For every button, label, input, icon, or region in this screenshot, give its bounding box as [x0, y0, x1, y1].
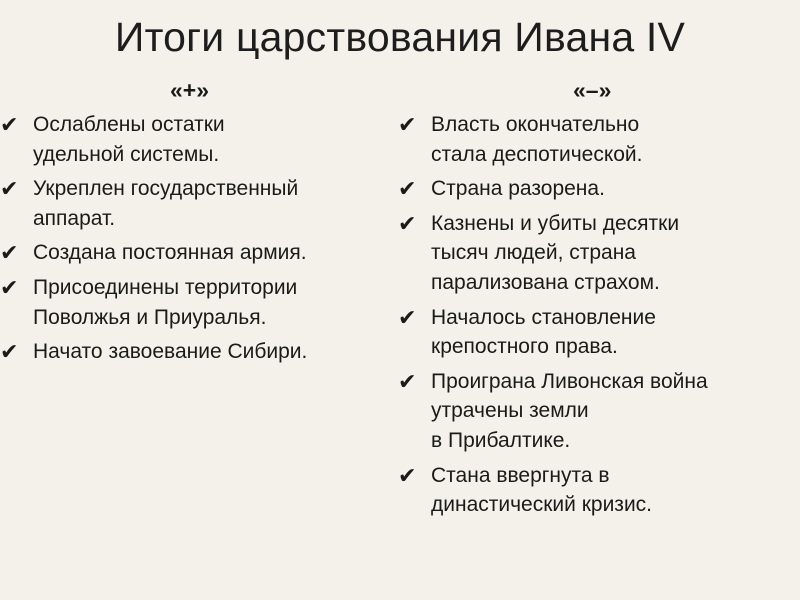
- checkmark-icon: ✔: [0, 112, 19, 137]
- list-item: ✔ Казнены и убиты десятки тысяч людей, страна парализована страхом.: [398, 210, 680, 294]
- checkmark-icon: ✔: [398, 304, 417, 330]
- list-item: ✔ Страна разорена.: [398, 176, 605, 202]
- cons-list: [398, 110, 798, 520]
- pros-column: [0, 76, 395, 372]
- list-item: ✔ Укреплен государственный аппарат.: [0, 176, 299, 230]
- checkmark-icon: ✔: [0, 240, 19, 266]
- checkmark-icon: ✔: [398, 368, 417, 394]
- cons-column: [398, 76, 798, 525]
- list-item: ✔ Проиграна Ливонская война утрачены земли в Прибалтике.: [398, 368, 708, 452]
- checkmark-icon: ✔: [0, 176, 19, 202]
- list-item: ✔ Создана постоянная армия.: [0, 240, 307, 266]
- checkmark-icon: ✔: [398, 112, 417, 137]
- list-item: ✔ Власть окончательно стала деспотической.: [398, 112, 643, 166]
- list-item: ✔ Началось становление крепостного права.: [398, 304, 656, 359]
- checkmark-icon: ✔: [0, 274, 19, 300]
- checkmark-icon: ✔: [398, 210, 417, 236]
- list-item: ✔ Стана ввергнута в династический кризис.: [398, 462, 653, 517]
- pros-header: «+»: [170, 77, 210, 103]
- checkmark-icon: ✔: [0, 339, 19, 365]
- list-item: ✔ Начато завоевание Сибири.: [0, 339, 308, 365]
- slide-title: Итоги царствования Ивана IV: [114, 14, 686, 60]
- checkmark-icon: ✔: [398, 176, 417, 202]
- cons-header: «–»: [573, 77, 612, 103]
- checkmark-icon: ✔: [398, 462, 417, 488]
- pros-list: [0, 110, 395, 367]
- list-item: ✔ Ослаблены остатки удельной системы.: [0, 112, 225, 166]
- list-item: ✔ Присоединены территории Поволжья и Приуралья.: [0, 274, 298, 329]
